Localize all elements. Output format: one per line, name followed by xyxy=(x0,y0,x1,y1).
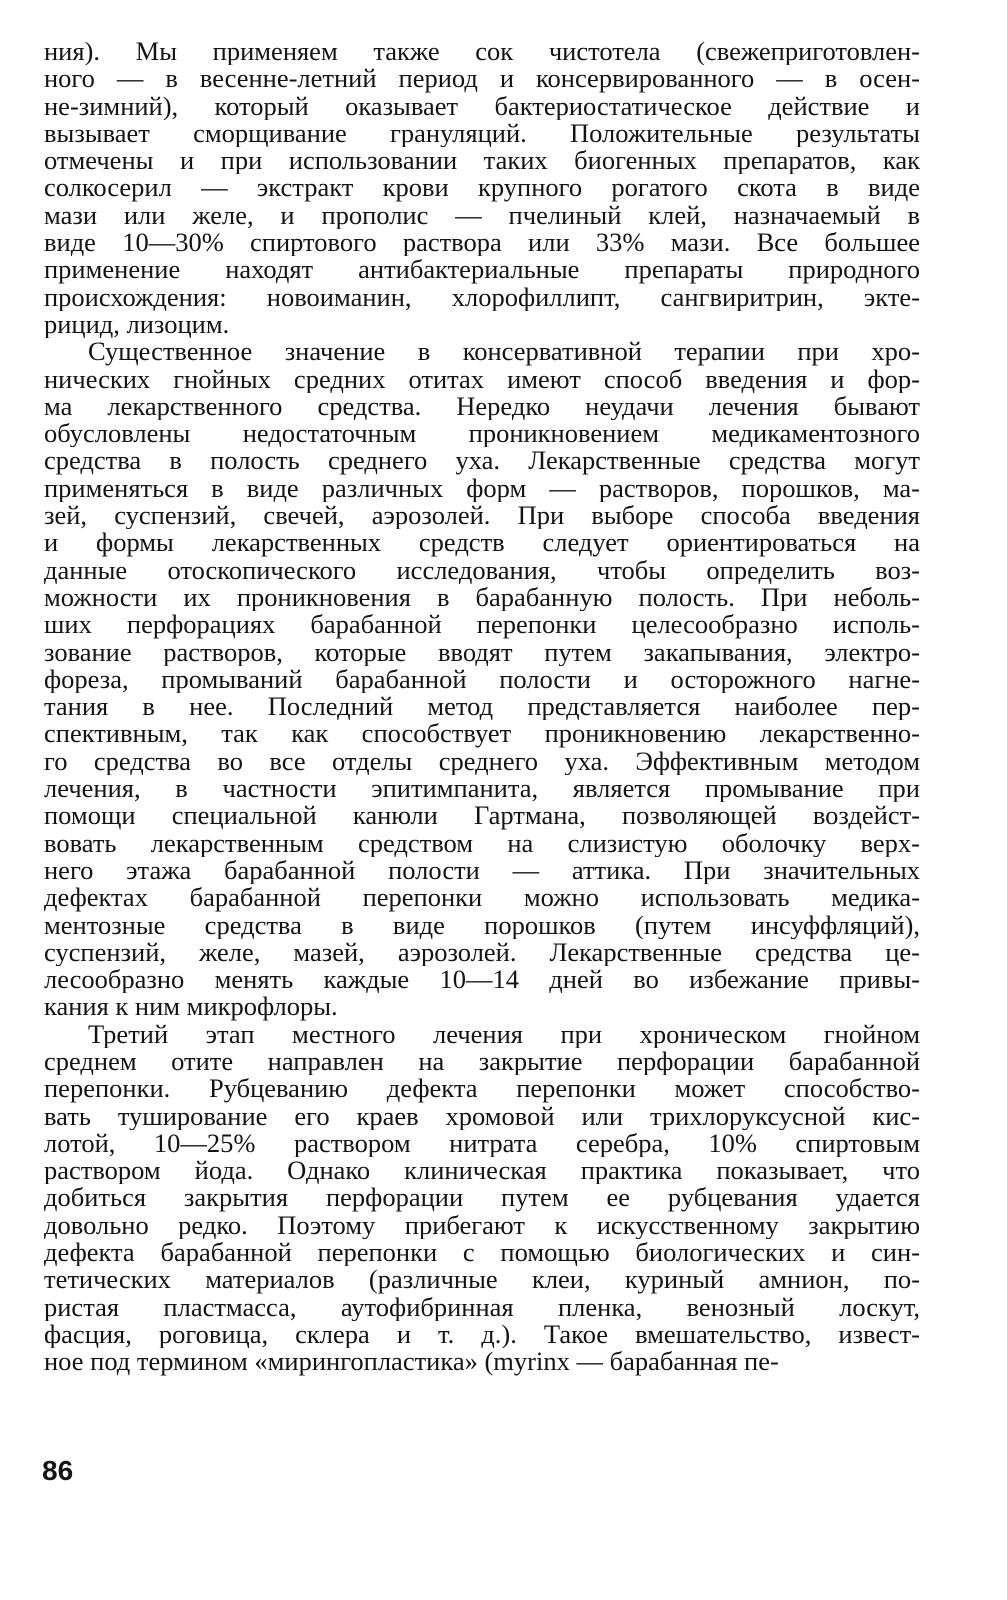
text-line: ших перфорациях барабанной перепонки целесообразно исполь- xyxy=(44,611,920,639)
text-line: добиться закрытия перфорации путем ее рубцевания удается xyxy=(44,1184,920,1212)
text-line: солкосерил — экстракт крови крупного рогатого скота в виде xyxy=(44,174,920,202)
body-paragraph xyxy=(44,1021,920,1376)
text-line: можности их проникновения в барабанную полость. При неболь- xyxy=(44,583,920,612)
text-line: рицид, лизоцим. xyxy=(44,310,230,339)
text-line: ного — в весенне-летний период и консервированного — в осен- xyxy=(44,65,920,93)
text-line: перепонки. Рубцеванию дефекта перепонки может способство- xyxy=(44,1075,920,1103)
text-line: обусловлены недостаточным проникновением медикаментозного xyxy=(44,420,920,448)
text-line: фасция, роговица, склера и т. д.). Такое вмешательство, извест- xyxy=(44,1320,920,1349)
text-line: средства в полость среднего уха. Лекарственные средства могут xyxy=(44,447,920,475)
page-body xyxy=(44,38,920,1376)
text-line: довольно редко. Поэтому прибегают к искусственному закрытию xyxy=(44,1211,920,1240)
text-line: вовать лекарственным средством на слизистую оболочку верх- xyxy=(44,829,920,857)
text-line: лечения, в частности эпитимпанита, является промывание при xyxy=(44,775,920,803)
text-line: суспензий, желе, мазей, аэрозолей. Лекарственные средства це- xyxy=(44,938,920,967)
text-line: раствором йода. Однако клиническая практика показывает, что xyxy=(44,1157,920,1185)
text-line: зей, суспензий, свечей, аэрозолей. При выборе способа введения xyxy=(44,502,920,530)
text-line: кания к ним микрофлоры. xyxy=(44,993,338,1021)
body-paragraph xyxy=(44,338,920,1020)
text-line: ное под термином «мирингопластика» (myrinx — барабанная пе- xyxy=(44,1348,779,1376)
text-line: вызывает сморщивание грануляций. Положительные результаты xyxy=(44,119,920,148)
text-line: зование растворов, которые вводят путем закапывания, электро- xyxy=(44,638,920,666)
text-line: фореза, промываний барабанной полости и осторожного нагне- xyxy=(44,665,920,694)
text-line: лотой, 10—25% раствором нитрата серебра, 10% спиртовым xyxy=(44,1129,920,1158)
text-line: тетических материалов (различные клеи, куриный амнион, по- xyxy=(44,1266,920,1294)
text-line: мази или желе, и прополис — пчелиный клей, назначаемый в xyxy=(44,201,920,230)
text-line: го средства во все отделы среднего уха. Эффективным методом xyxy=(44,747,920,776)
text-line: ма лекарственного средства. Нередко неудачи лечения бывают xyxy=(44,392,920,421)
text-line: данные отоскопического исследования, чтобы определить воз- xyxy=(44,556,920,584)
body-paragraph xyxy=(44,38,920,338)
text-line: нических гнойных средних отитах имеют способ введения и фор- xyxy=(44,365,920,393)
text-line: виде 10—30% спиртового раствора или 33% мази. Все большее xyxy=(44,229,920,257)
text-line: применение находят антибактериальные препараты природного xyxy=(44,256,920,284)
text-line: дефектах барабанной перепонки можно использовать медика- xyxy=(44,884,920,912)
text-line: среднем отите направлен на закрытие перфорации барабанной xyxy=(44,1047,920,1076)
text-line: дефекта барабанной перепонки с помощью биологических и син- xyxy=(44,1239,920,1267)
text-line: Существенное значение в консервативной терапии при хро- xyxy=(88,338,920,366)
text-line: ния). Мы применяем также сок чистотела (свежеприготовлен- xyxy=(44,38,920,66)
text-line: ментозные средства в виде порошков (путем инсуффляций), xyxy=(44,911,920,939)
text-line: лесообразно менять каждые 10—14 дней во избежание привы- xyxy=(44,966,920,994)
text-line: происхождения: новоиманин, хлорофиллипт, сангвиритрин, экте- xyxy=(44,283,920,311)
text-line: Третий этап местного лечения при хроническом гнойном xyxy=(88,1020,920,1048)
text-line: применяться в виде различных форм — растворов, порошков, ма- xyxy=(44,474,920,503)
text-line: него этажа барабанной полости — аттика. При значительных xyxy=(44,856,920,885)
text-line: не-зимний), который оказывает бактериостатическое действие и xyxy=(44,92,920,120)
text-line: тания в нее. Последний метод представляется наиболее пер- xyxy=(44,693,920,721)
text-line: вать туширование его краев хромовой или трихлоруксусной кис- xyxy=(44,1102,920,1130)
text-line: отмечены и при использовании таких биогенных препаратов, как xyxy=(44,147,920,175)
text-line: ристая пластмасса, аутофибринная пленка, венозный лоскут, xyxy=(44,1293,920,1321)
text-line: спективным, так как способствует проникновению лекарственно- xyxy=(44,720,920,748)
page-number: 86 xyxy=(42,1455,74,1486)
text-line: помощи специальной канюли Гартмана, позволяющей воздейст- xyxy=(44,802,920,830)
text-line: и формы лекарственных средств следует ориентироваться на xyxy=(44,529,920,557)
